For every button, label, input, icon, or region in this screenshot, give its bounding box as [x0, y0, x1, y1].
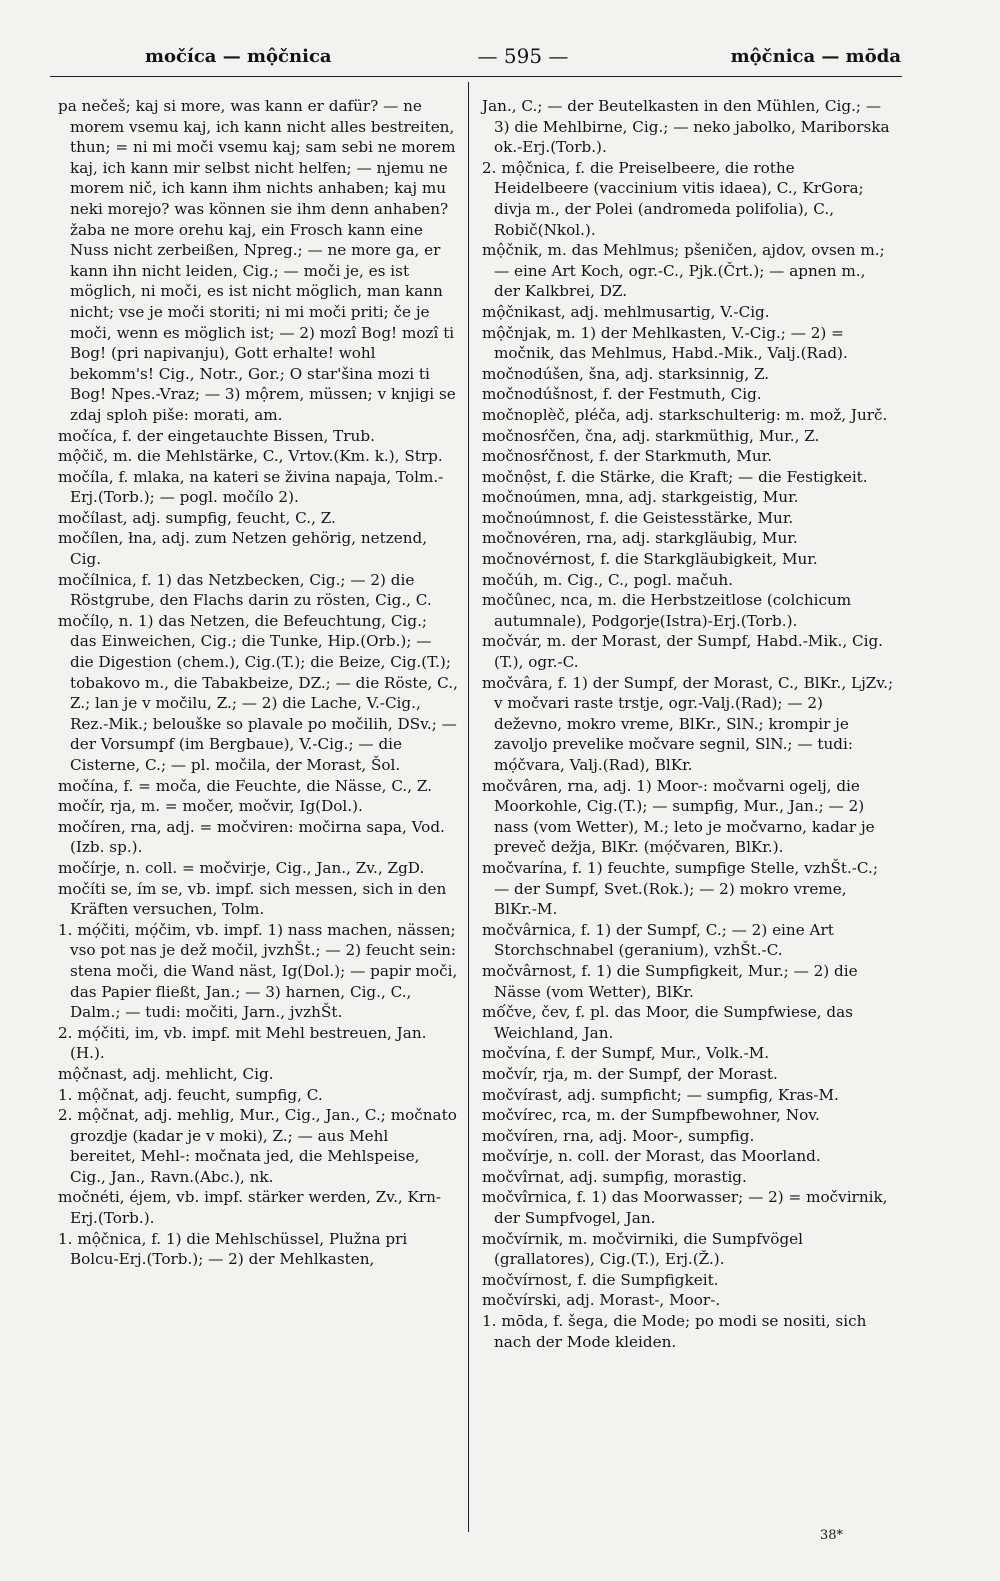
dictionary-entry: močílọ, n. 1) das Netzen, die Befeuchtung, Cig.; das Einweichen, Cig.; die Tunke, Hip.(Orb.); — die Digestion (chem.), Cig.(T.); die Beize, Cig.(T.); tobakovo m., die Tabakbeize, DZ.; — die Röste, C., Z.; lan je v močilu, Z.; — 2) die Lache, V.-Cig., Rez.-Mik.; belouške so plavale po močilih, DSv.; — der Vorsumpf (im Bergbaue), V.-Cig.; — die Cisterne, C.; — pl. močila, der Morast, Šol. [58, 611, 458, 774]
dictionary-entry: močíla, f. mlaka, na kateri se živina napaja, Tolm.-Erj.(Torb.); — pogl. močílo 2). [58, 467, 444, 507]
dictionary-entry: mộčnikast, adj. mehlmusartig, V.-Cig. [482, 302, 770, 321]
dictionary-entry: močûnec, nca, m. die Herbstzeitlose (colchicum autumnale), Podgorje(Istra)-Erj.(Torb.). [482, 591, 852, 630]
dictionary-entry: močvír, rja, m. der Sumpf, der Morast. [482, 1064, 778, 1083]
dictionary-entry: mộčnik, m. das Mehlmus; pšeničen, ajdov, ovsen m.; — eine Art Koch, ogr.-C., Pjk.(Črt.); — apnen m., der Kalkbrei, DZ. [482, 241, 885, 301]
dictionary-entry: močvîrnat, adj. sumpfig, morastig. [482, 1167, 747, 1186]
dictionary-entry: 1. mộčnat, adj. feucht, sumpfig, C. [58, 1085, 323, 1104]
dictionary-entry: močnộst, f. die Stärke, die Kraft; — die Festigkeit. [482, 467, 868, 486]
dictionary-entry: močvârnost, f. 1) die Sumpfigkeit, Mur.; — 2) die Nässe (vom Wetter), BlKr. [482, 961, 858, 1001]
header-left-guideword: močíca — mộčnica [145, 46, 332, 67]
dictionary-entry: močvár, m. der Morast, der Sumpf, Habd.-Mik., Cig.(T.), ogr.-C. [482, 632, 884, 672]
dictionary-entry: močína, f. = moča, die Feuchte, die Nässe, C., Z. [58, 776, 432, 795]
dictionary-entry: močnéti, éjem, vb. impf. stärker werden, Zv., Krn-Erj.(Torb.). [58, 1188, 442, 1228]
dictionary-entry: močílnica, f. 1) das Netzbecken, Cig.; — 2) die Röstgrube, den Flachs darin zu rösten, Cig., C. [58, 570, 432, 610]
header-rule [50, 76, 902, 77]
dictionary-entry: močvâra, f. 1) der Sumpf, der Morast, C., BlKr., LjZv.; v močvari raste trstje, ogr.-Valj.(Rad); — 2) deževno, mokro vreme, BlKr., SlN.; krompir je zavoljo prevelike močvare segnil, SlN.; — tudi: mọ́čvara, Valj.(Rad), BlKr. [482, 673, 894, 774]
dictionary-entry: mốčve, čev, f. pl. das Moor, die Sumpfwiese, das Weichland, Jan. [482, 1003, 853, 1042]
dictionary-entry: močnoúmnost, f. die Geistesstärke, Mur. [482, 508, 794, 527]
left-column [58, 96, 458, 1270]
dictionary-entry: močvína, f. der Sumpf, Mur., Volk.-M. [482, 1044, 770, 1063]
dictionary-entry: pa nečeš; kaj si more, was kann er dafür? — ne morem vsemu kaj, ich kann nicht alles bestreiten, thun; = ni mi moči vsemu kaj; sam sebi ne morem kaj, ich kann mir selbst nicht helfen; — njemu ne morem nič, ich kann ihm nichts anhaben; kaj mu neki morejo? was können sie ihm denn anhaben? žaba ne more orehu kaj, ein Frosch kann eine Nuss nicht zerbeißen, Npreg.; — ne more ga, er kann ihn nicht leiden, Cig.; — moči je, es ist möglich, ni moči, es ist nicht möglich, man kann nicht; vse je moči storiti; ni mi moči priti; če je moči, wenn es möglich ist; — 2) mozî Bog! mozî ti Bog! (pri napivanju), Gott erhalte! wohl bekomm's! Cig., Notr., Gor.; O star'šina mozi ti Bog! Npes.-Vraz; — 3) mộrem, müssen; v knjigi se zdaj sploh piše: morati, am. [58, 97, 456, 424]
dictionary-entry: močvírast, adj. sumpficht; — sumpfig, Kras-M. [482, 1085, 839, 1104]
dictionary-entry: mộčnjak, m. 1) der Mehlkasten, V.-Cig.; — 2) = močnik, das Mehlmus, Habd.-Mik., Valj.(Rad). [482, 323, 848, 363]
dictionary-entry: 1. mọ́čiti, mọ́čim, vb. impf. 1) nass machen, nässen; vso pot nas je dež močil, jvzhŠt.; — 2) feucht sein: stena moči, die Wand näst, Ig(Dol.); — papir moči, das Papier fließt, Jan.; — 3) harnen, Cig., C., Dalm.; — tudi: močiti, Jarn., jvzhŠt. [58, 920, 458, 1022]
dictionary-entry: močvarína, f. 1) feuchte, sumpfige Stelle, vzhŠt.-C.; — der Sumpf, Svet.(Rok.); — 2) mokro vreme, BlKr.-M. [482, 858, 878, 919]
dictionary-entry: 2. mọ́čiti, im, vb. impf. mit Mehl bestreuen, Jan.(H.). [58, 1023, 427, 1063]
dictionary-entry: mộčič, m. die Mehlstärke, C., Vrtov.(Km. k.), Strp. [58, 447, 443, 466]
dictionary-entry: močvírnost, f. die Sumpfigkeit. [482, 1270, 719, 1289]
dictionary-entry: močílast, adj. sumpfig, feucht, C., Z. [58, 508, 336, 527]
dictionary-entry: Jan., C.; — der Beutelkasten in den Mühlen, Cig.; — 3) die Mehlbirne, Cig.; — neko jabolko, Mariborska ok.-Erj.(Torb.). [482, 97, 890, 157]
right-column [482, 96, 894, 1352]
dictionary-entry: močvâren, rna, adj. 1) Moor-: močvarni ogelj, die Moorkohle, Cig.(T.); — sumpfig, Mur., Jan.; — 2) nass (vom Wetter), M.; leto je močvarno, kadar je preveč dežja, BlKr. (mọ́čvaren, BlKr.). [482, 776, 875, 857]
dictionary-entry: močíren, rna, adj. = močviren: močirna sapa, Vod.(Izb. sp.). [58, 817, 445, 857]
dictionary-entry: močnoplèč, pléča, adj. starkschulterig: m. mož, Jurč. [482, 405, 888, 424]
dictionary-entry: močírje, n. coll. = močvirje, Cig., Jan., Zv., ZgD. [58, 858, 425, 877]
dictionary-entry: močvíren, rna, adj. Moor-, sumpfig. [482, 1126, 755, 1145]
running-header [145, 44, 901, 74]
dictionary-entry: močnovéren, rna, adj. starkgläubig, Mur. [482, 529, 798, 548]
dictionary-entry: močílen, łna, adj. zum Netzen gehörig, netzend, Cig. [58, 529, 428, 569]
dictionary-entry: močvîrnica, f. 1) das Moorwasser; — 2) = močvirnik, der Sumpfvogel, Jan. [482, 1188, 888, 1228]
page-number: — 595 — [477, 44, 569, 68]
dictionary-entry: mộčnast, adj. mehlicht, Cig. [58, 1064, 274, 1083]
header-right-guideword: mộčnica — mōda [730, 46, 901, 67]
dictionary-entry: močíca, f. der eingetauchte Bissen, Trub. [58, 426, 375, 445]
dictionary-entry: močnodúšnost, f. der Festmuth, Cig. [482, 385, 762, 404]
dictionary-entry: močnosŕčnost, f. der Starkmuth, Mur. [482, 447, 773, 466]
dictionary-entry: 1. mộčnica, f. 1) die Mehlschüssel, Plužna pri Bolcu-Erj.(Torb.); — 2) der Mehlkasten, [58, 1229, 408, 1269]
dictionary-entry: močíti se, ím se, vb. impf. sich messen, sich in den Kräften versuchen, Tolm. [58, 879, 447, 919]
dictionary-entry: močír, rja, m. = močer, močvir, Ig(Dol.). [58, 797, 363, 816]
dictionary-entry: močnoúmen, mna, adj. starkgeistig, Mur. [482, 488, 799, 507]
column-divider [468, 82, 469, 1532]
dictionary-entry: 1. mōda, f. šega, die Mode; po modi se nositi, sich nach der Mode kleiden. [482, 1312, 867, 1351]
dictionary-entry: močvírec, rca, m. der Sumpfbewohner, Nov. [482, 1106, 820, 1125]
dictionary-entry: 2. mộčnica, f. die Preiselbeere, die rothe Heidelbeere (vaccinium vitis idaea), C., KrGora; divja m., der Polei (andromeda polifolia), C., Robič(Nkol.). [482, 158, 864, 239]
dictionary-entry: 2. mộčnat, adj. mehlig, Mur., Cig., Jan., C.; močnato grozdje (kadar je v moki), Z.; — aus Mehl bereitet, Mehl-: močnata jed, die Mehlspeise, Cig., Jan., Ravn.(Abc.), nk. [58, 1106, 457, 1186]
dictionary-entry: močnodúšen, šna, adj. starksinnig, Z. [482, 364, 770, 383]
dictionary-entry: močvírski, adj. Morast-, Moor-. [482, 1291, 721, 1310]
dictionary-entry: močvârnica, f. 1) der Sumpf, C.; — 2) eine Art Storchschnabel (geranium), vzhŠt.-C. [482, 920, 834, 960]
dictionary-entry: močnosŕčen, čna, adj. starkmüthig, Mur., Z. [482, 426, 820, 445]
dictionary-entry: močnovérnost, f. die Starkgläubigkeit, Mur. [482, 550, 818, 569]
dictionary-entry: močvírje, n. coll. der Morast, das Moorland. [482, 1147, 821, 1166]
dictionary-entry: močvírnik, m. močvirniki, die Sumpfvögel (grallatores), Cig.(T.), Erj.(Ž.). [482, 1229, 804, 1269]
signature-mark: 38* [820, 1528, 844, 1543]
dictionary-entry: močúh, m. Cig., C., pogl. mačuh. [482, 570, 734, 589]
